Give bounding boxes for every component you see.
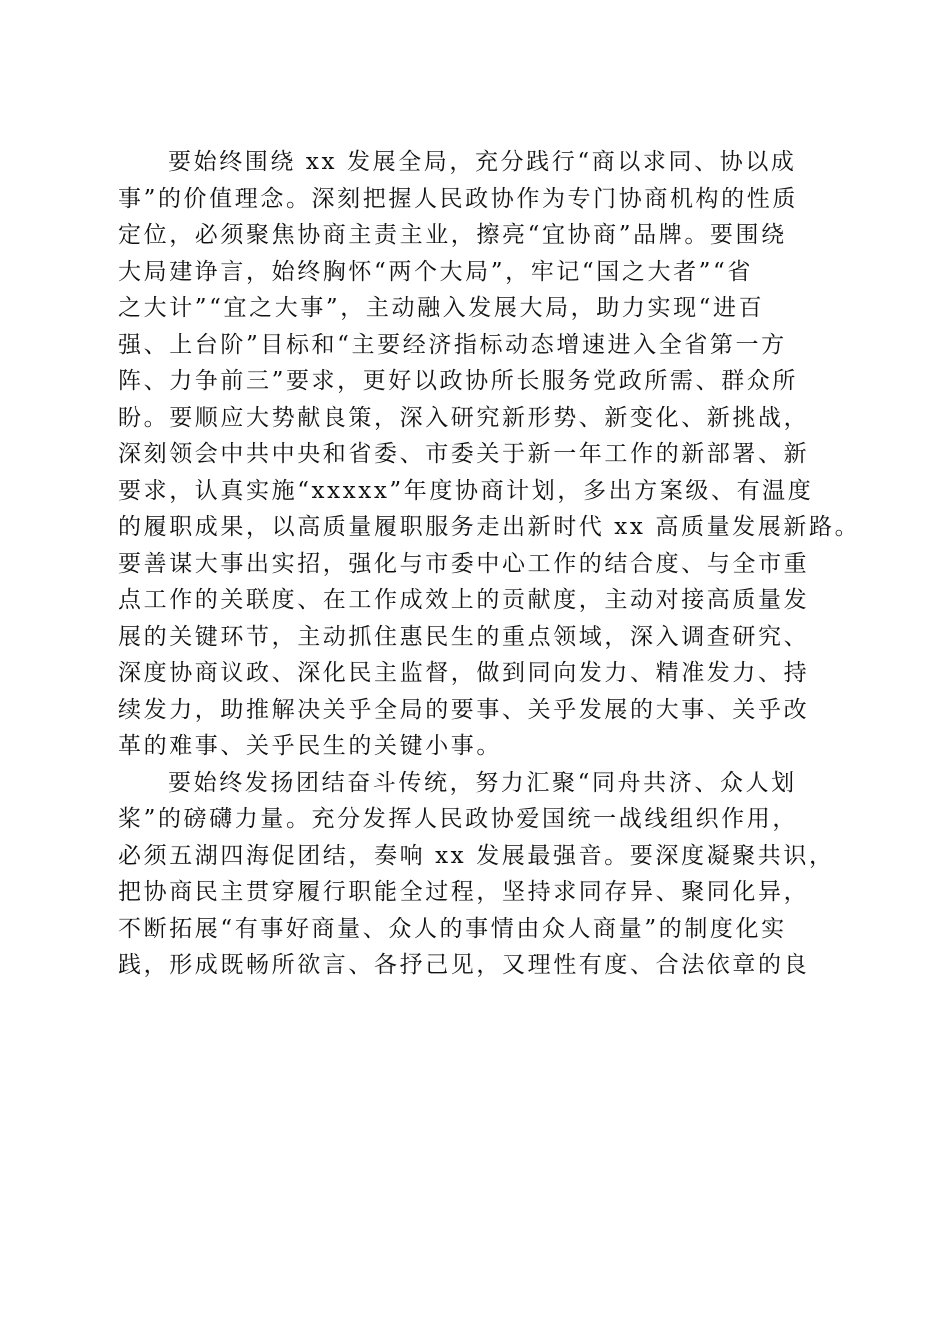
text-line: 践，形成既畅所欲言、各抒己见，又理性有度、合法依章的良 [118, 952, 810, 978]
text-line: 深刻领会中共中央和省委、市委关于新一年工作的新部署、新 [118, 441, 810, 467]
text-line: 要求，认真实施“xxxxx”年度协商计划，多出方案级、有温度 [118, 478, 814, 504]
text-line: 把协商民主贯穿履行职能全过程，坚持求同存异、聚同化异， [118, 879, 810, 905]
text-line: 大局建诤言，始终胸怀“两个大局”，牢记“国之大者”“省 [118, 259, 753, 285]
text-line: 点工作的关联度、在工作成效上的贡献度，主动对接高质量发 [118, 587, 810, 613]
text-line: 展的关键环节，主动抓住惠民生的重点领域，深入调查研究、 [118, 624, 810, 650]
text-line: 不断拓展“有事好商量、众人的事情由众人商量”的制度化实 [118, 916, 787, 942]
text-line: 必须五湖四海促团结，奏响 xx 发展最强音。要深度凝聚共识， [118, 843, 835, 869]
text-line: 桨”的磅礴力量。充分发挥人民政协爱国统一战线组织作用， [118, 806, 798, 832]
text-line: 的履职成果，以高质量履职服务走出新时代 xx 高质量发展新路。 [118, 514, 861, 540]
text-line: 要始终围绕 xx 发展全局，充分践行“商以求同、协以成 [168, 149, 797, 175]
text-line: 革的难事、关乎民生的关键小事。 [118, 733, 502, 759]
text-line: 要始终发扬团结奋斗传统，努力汇聚“同舟共济、众人划 [168, 770, 797, 796]
text-line: 深度协商议政、深化民主监督，做到同向发力、精准发力、持 [118, 660, 810, 686]
text-line: 阵、力争前三”要求，更好以政协所长服务党政所需、群众所 [118, 368, 798, 394]
text-line: 强、上台阶”目标和“主要经济指标动态增速进入全省第一方 [118, 332, 787, 358]
text-line: 事”的价值理念。深刻把握人民政协作为专门协商机构的性质 [118, 186, 798, 212]
text-line: 要善谋大事出实招，强化与市委中心工作的结合度、与全市重 [118, 551, 810, 577]
text-line: 续发力，助推解决关乎全局的要事、关乎发展的大事、关乎改 [118, 697, 810, 723]
text-line: 盼。要顺应大势献良策，深入研究新形势、新变化、新挑战， [118, 405, 810, 431]
text-line: 之大计”“宜之大事”，主动融入发展大局，助力实现“进百 [118, 295, 765, 321]
text-line: 定位，必须聚焦协商主责主业，擦亮“宜协商”品牌。要围绕 [118, 222, 787, 248]
